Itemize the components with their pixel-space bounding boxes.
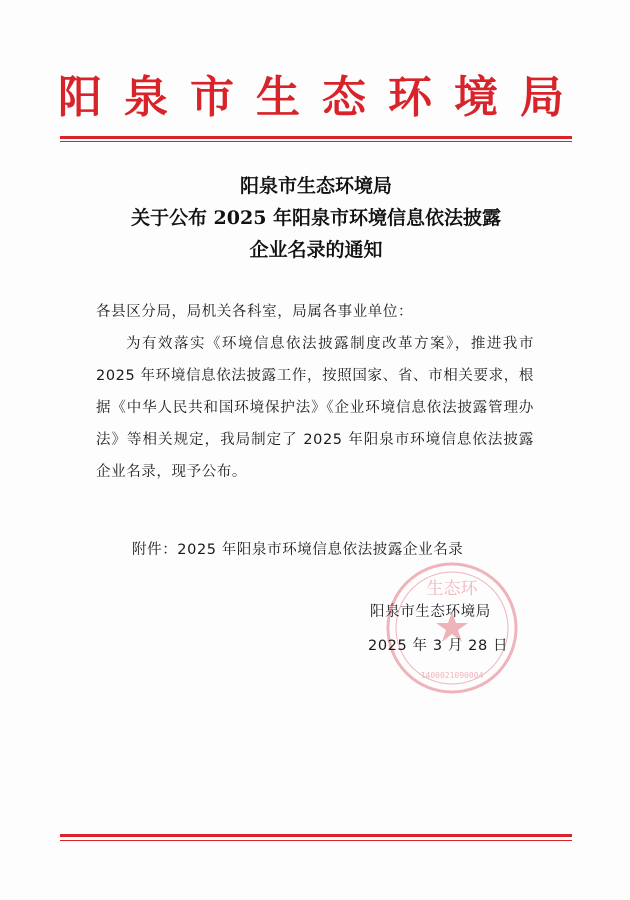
body-paragraph: 为有效落实《环境信息依法披露制度改革方案》，推进我市 2025 年环境信息依法披露工作，按照国家、省、市相关要求，根据《中华人民共和国环境保护法》《企业环境信息依法披露管理办法》等相关规定，我局制定了 2025 年阳泉市环境信息依法披露企业名录，现予公布。 [96, 336, 534, 480]
signature-date: 2025 年 3 月 28 日 [368, 638, 509, 654]
document-title [60, 170, 572, 266]
signature-organization: 阳泉市生态环境局 [370, 604, 491, 620]
title-line-1: 阳泉市生态环境局 [239, 175, 392, 197]
footer-divider-thick [60, 834, 572, 837]
official-seal-stamp [384, 560, 520, 696]
footer-divider-thin [60, 840, 572, 841]
letterhead-title: 阳泉市生态环境局 [58, 72, 586, 123]
stamp-text: 生态环 [426, 579, 478, 599]
title-line-3: 企业名录的通知 [249, 239, 383, 261]
title-line-2: 关于公布 2025 年阳泉市环境信息依法披露 [130, 207, 502, 229]
letterhead-divider-thin [60, 141, 572, 142]
stamp-number: 1400021090004 [420, 671, 484, 680]
salutation: 各县区分局，局机关各科室，局属各事业单位： [96, 304, 414, 320]
letterhead-divider-thick [60, 136, 572, 139]
attachment-note: 附件：2025 年阳泉市环境信息依法披露企业名录 [132, 542, 464, 558]
